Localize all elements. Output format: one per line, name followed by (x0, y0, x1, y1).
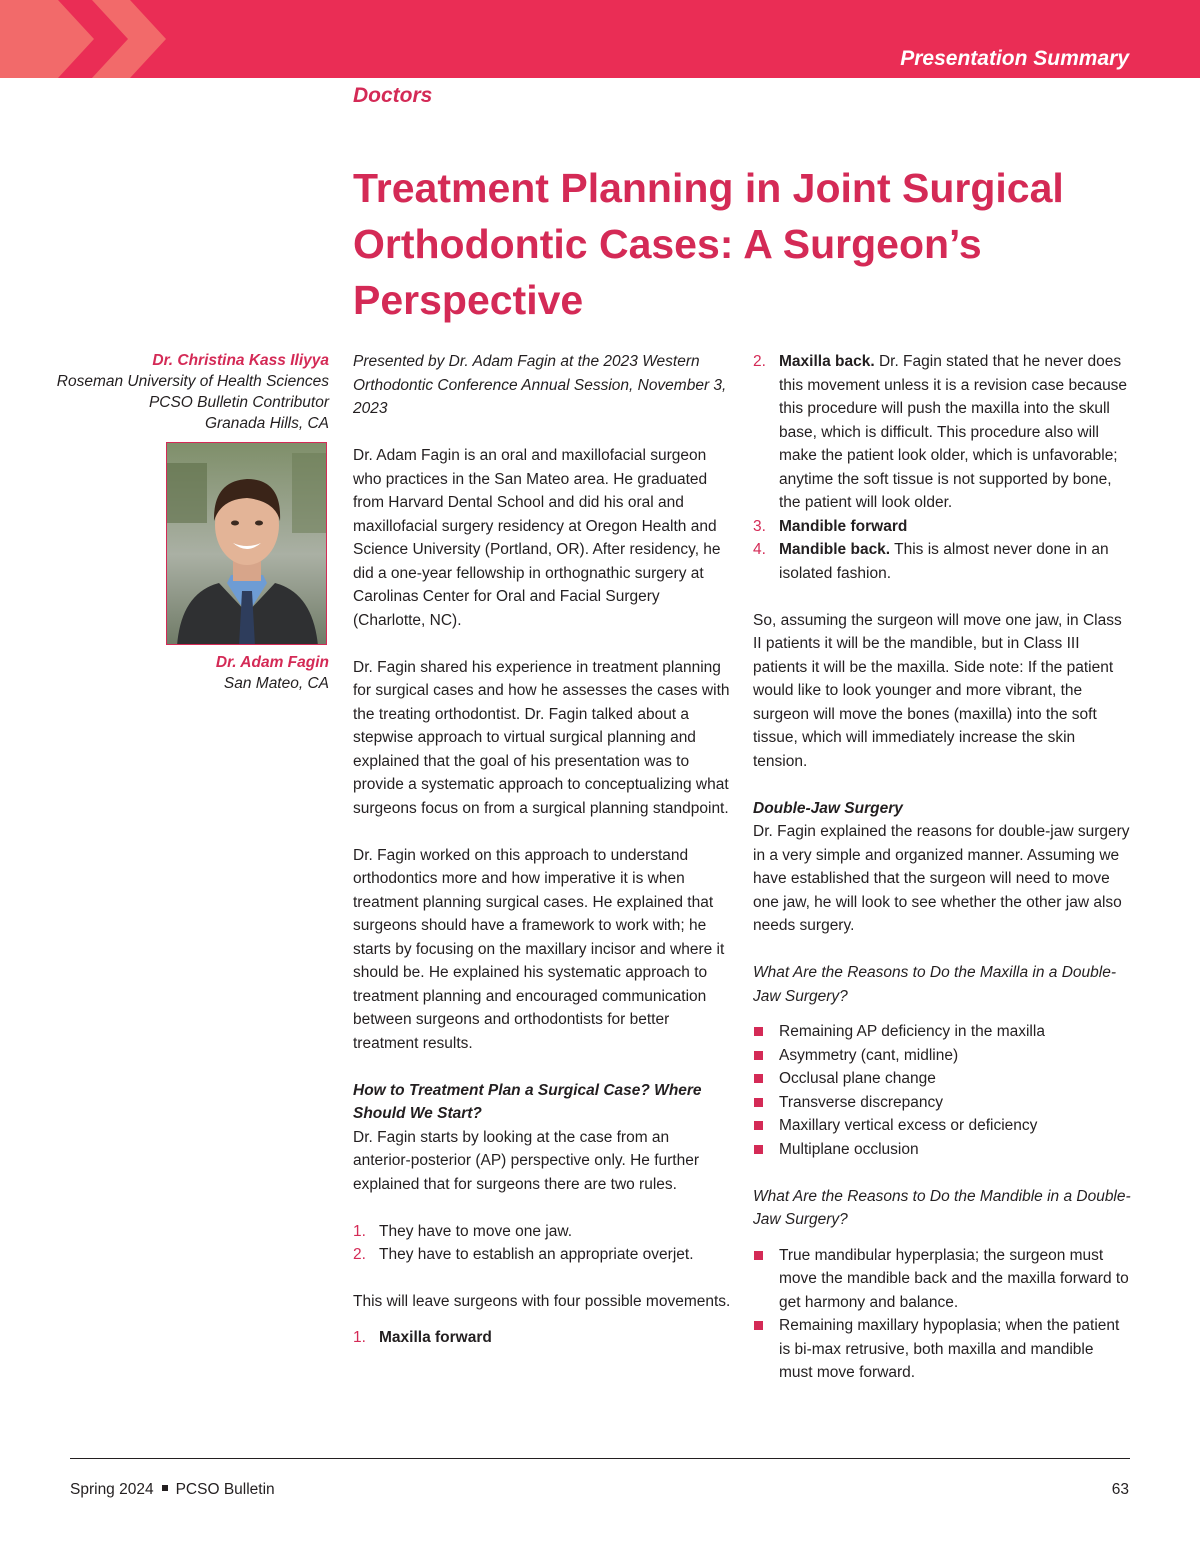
list-text: They have to establish an appropriate overjet. (379, 1246, 694, 1263)
list-number: 1. (353, 1328, 366, 1346)
list-number: 1. (353, 1222, 366, 1240)
list-text: Remaining maxillary hypoplasia; when the patient is bi-max retrusive, both maxilla and mandible must move forward. (779, 1317, 1120, 1381)
issue-label: Spring 2024 (70, 1481, 154, 1498)
banner-label: Presentation Summary (900, 47, 1129, 70)
paragraph: This will leave surgeons with four possible movements. (353, 1293, 731, 1310)
square-bullet-icon (754, 1051, 763, 1060)
author-role: PCSO Bulletin Contributor (148, 394, 329, 411)
square-bullet-icon (754, 1098, 763, 1107)
paragraph: Dr. Fagin shared his experience in treatment planning for surgical cases and how he assesses the cases with the treating orthodontist. Dr. Fagin talked about a stepwise approach to virtual surgical planning and explained that the goal of his presentation was to provide a systematic approach to conceptualizing what surgeons focus on from a surgical planning standpoint. (353, 658, 730, 817)
list-item (753, 1138, 1131, 1162)
maxilla-reasons-list (753, 1020, 1131, 1161)
list-text: True mandibular hyperplasia; the surgeon must move the mandible back and the maxilla forward to get harmony and balance. (779, 1246, 1129, 1311)
question-heading: What Are the Reasons to Do the Mandible in a Double-Jaw Surgery? (753, 1187, 1131, 1228)
list-item (753, 538, 1131, 585)
paragraph: So, assuming the surgeon will move one jaw, in Class II patients it will be the mandible, but in Class III patients it will be the maxilla. Side note: If the patient would like to look younger and more vibrant, the surgeon will move the bones (maxilla) into the soft tissue, which will immediately increase the skin tension. (753, 611, 1122, 770)
publication-name: PCSO Bulletin (175, 1481, 275, 1498)
presenter-photo (166, 442, 327, 645)
square-bullet-icon (754, 1074, 763, 1083)
list-bold-text: Maxilla forward (379, 1328, 492, 1346)
subsection-heading: How to Treatment Plan a Surgical Case? Where Should We Start? (353, 1081, 702, 1122)
list-text: Asymmetry (cant, midline) (779, 1046, 959, 1064)
list-text: Occlusal plane change (779, 1070, 936, 1087)
paragraph: Dr. Fagin worked on this approach to understand orthodontics more and how imperative it is when treatment planning surgical cases. He explained that surgeons should have a framework to work with; he starts by focusing on the maxillary incisor and where it should be. He explained his systematic approach to treatment planning and encouraged communication between surgeons and orthodontists for better treatment results. (353, 846, 725, 1052)
question-heading: What Are the Reasons to Do the Maxilla in a Double-Jaw Surgery? (753, 964, 1116, 1005)
list-item (753, 1244, 1131, 1315)
square-bullet-icon (754, 1251, 763, 1260)
page-number: 63 (1111, 1481, 1129, 1498)
square-bullet-icon (754, 1145, 763, 1154)
list-item (753, 515, 1131, 539)
list-number: 3. (753, 517, 766, 535)
presenter-byline (40, 652, 329, 694)
subsection (353, 1079, 731, 1197)
presenter-name: Dr. Adam Fagin (215, 654, 329, 671)
movements-list-continued (753, 350, 1131, 585)
paragraph: Dr. Fagin explained the reasons for double-jaw surgery in a very simple and organized manner. Assuming we have established that the surgeon will need to move one jaw, he will look to see whether the other jaw also needs surgery. (753, 823, 1130, 934)
presenter-location: San Mateo, CA (223, 675, 329, 692)
article-title: Treatment Planning in Joint Surgical Orthodontic Cases: A Surgeon’s Perspective (353, 165, 1064, 323)
paragraph: Dr. Fagin starts by looking at the case from an anterior-posterior (AP) perspective only. He further explained that for surgeons there are two rules. (353, 1128, 700, 1193)
list-item (753, 1314, 1131, 1385)
movements-list-start (353, 1326, 731, 1350)
list-text: Remaining AP deficiency in the maxilla (779, 1023, 1045, 1040)
list-item (753, 1067, 1131, 1091)
list-text: Dr. Fagin stated that he never does this movement unless it is a revision case because this procedure will push the maxilla into the skull base, which is difficult. This procedure also will make the patient look older, which is unfavorable; anytime the soft tissue is not supported by bone, the patient will look older. (779, 353, 1128, 511)
author-location: Granada Hills, CA (204, 415, 329, 432)
article-column-left (353, 350, 731, 1373)
footer-divider (70, 1458, 1130, 1459)
list-item (353, 1243, 731, 1267)
section-label: Doctors (353, 84, 433, 107)
list-bold-text: Maxilla back. (779, 353, 875, 370)
square-bullet-icon (754, 1121, 763, 1130)
square-bullet-icon (754, 1027, 763, 1036)
author-byline (40, 350, 329, 434)
mandible-reasons-list (753, 1244, 1131, 1385)
author-name: Dr. Christina Kass Iliyya (152, 352, 329, 369)
subsection (753, 797, 1131, 938)
list-bold-text: Mandible back. (779, 541, 891, 558)
list-item (353, 1220, 731, 1244)
list-text: Multiplane occlusion (779, 1140, 919, 1158)
chevron-arrows-icon (0, 0, 175, 78)
header-banner (0, 0, 1200, 78)
subsection-heading: Double-Jaw Surgery (753, 799, 903, 817)
list-text: Maxillary vertical excess or deficiency (779, 1117, 1038, 1134)
footer-issue (70, 1481, 275, 1499)
article-column-right (753, 350, 1131, 1408)
list-number: 2. (353, 1246, 366, 1263)
list-item (753, 350, 1131, 515)
rules-list (353, 1220, 731, 1267)
square-bullet-icon (754, 1321, 763, 1330)
list-item (353, 1326, 731, 1350)
list-item (753, 1020, 1131, 1044)
list-number: 2. (753, 353, 766, 370)
paragraph: Dr. Adam Fagin is an oral and maxillofacial surgeon who practices in the San Mateo area. He graduated from Harvard Dental School and did his oral and maxillofacial surgery residency at Oregon Health and Science University (Portland, OR). After residency, he did a one-year fellowship in orthognathic surgery at Carolinas Center for Oral and Facial Surgery (Charlotte, NC). (353, 447, 721, 629)
square-separator-icon (162, 1485, 168, 1491)
list-text: Transverse discrepancy (779, 1093, 943, 1111)
list-bold-text: Mandible forward (779, 517, 908, 535)
list-item (753, 1114, 1131, 1138)
list-text: This is almost never done in an isolated fashion. (779, 541, 1109, 582)
list-number: 4. (753, 541, 766, 558)
author-affiliation: Roseman University of Health Sciences (56, 373, 329, 390)
list-item (753, 1091, 1131, 1115)
presentation-intro: Presented by Dr. Adam Fagin at the 2023 Western Orthodontic Conference Annual Session, November 3, 2023 (353, 353, 727, 417)
list-item (753, 1044, 1131, 1068)
list-text: They have to move one jaw. (379, 1222, 573, 1240)
